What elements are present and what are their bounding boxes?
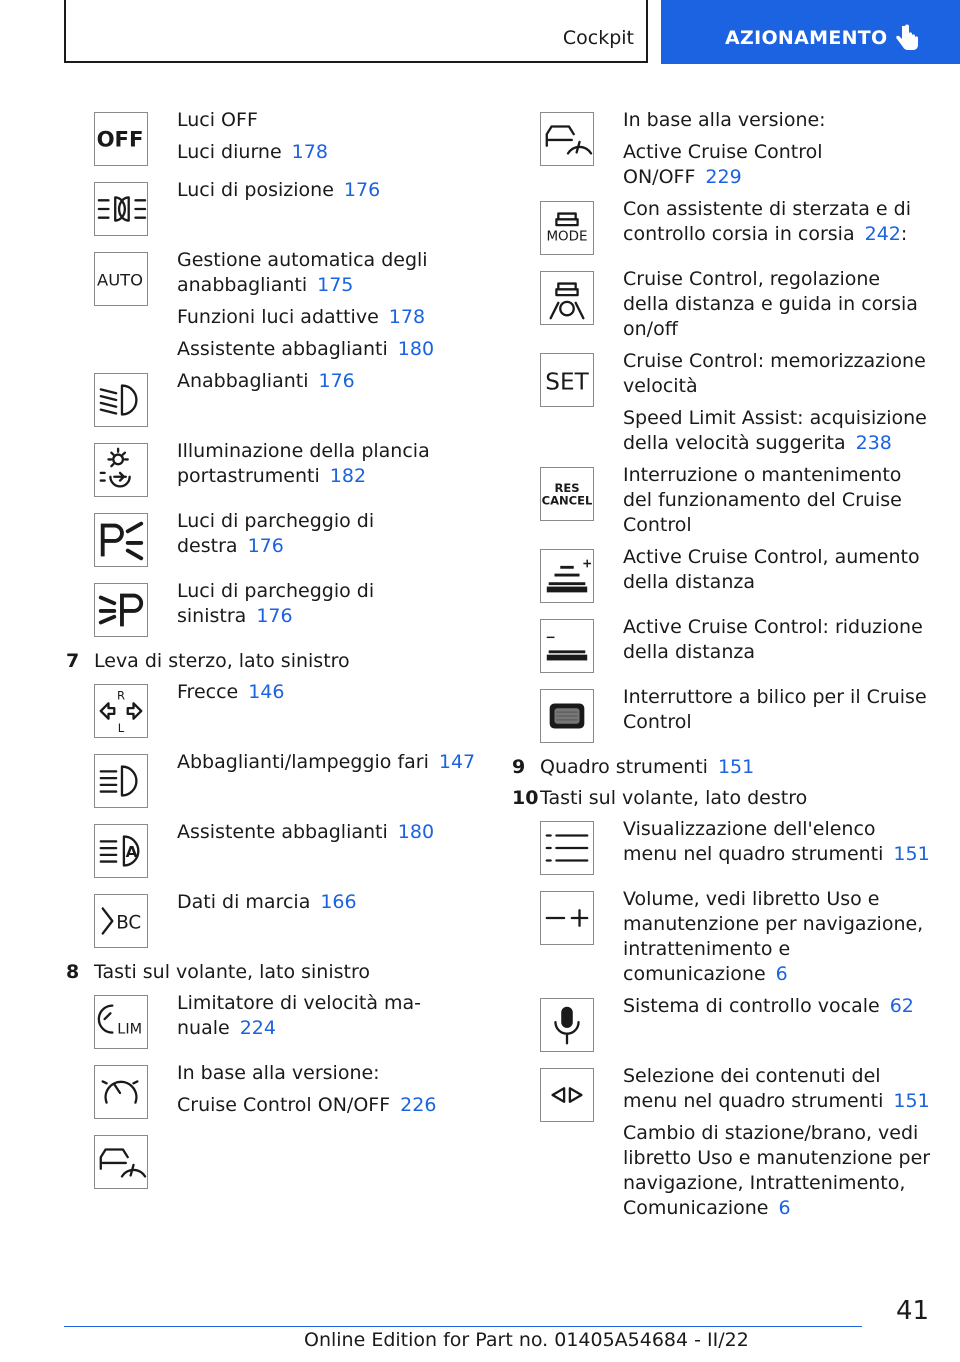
entry-text: [177, 820, 486, 845]
entry-gauge: [66, 1061, 486, 1131]
entry-highbeam: [66, 750, 486, 820]
header-section-box: [64, 0, 648, 63]
entry-acc: [512, 108, 932, 190]
right-column: [512, 108, 932, 1228]
entry-label: Active Cruise Control: riduzione della distanza: [623, 616, 923, 663]
item-number: 7: [66, 650, 80, 672]
entry-text: [623, 615, 932, 665]
page-ref-link[interactable]: 166: [320, 891, 357, 913]
rescancel-icon: [540, 467, 594, 521]
mic-icon: [540, 998, 594, 1052]
entry-suffix: :: [900, 223, 908, 245]
entry-text: [177, 890, 486, 915]
entry-label: Con assistente di sterzata e di controllo corsia in corsia: [623, 198, 911, 245]
entry-turn: [66, 680, 486, 750]
entry-park-right: [66, 509, 486, 579]
page-ref-link[interactable]: 62: [889, 995, 914, 1017]
page-ref-link[interactable]: 175: [317, 274, 354, 296]
entry-text: [177, 680, 486, 705]
page-ref-link[interactable]: 6: [778, 1197, 791, 1219]
page-ref-link[interactable]: 180: [397, 821, 435, 843]
entry-text: [177, 750, 486, 775]
svg-text:SET: SET: [545, 369, 589, 396]
entry-text: [623, 197, 932, 247]
item-9: [512, 755, 932, 780]
park-left-icon: [94, 583, 148, 637]
entry-arrows: [512, 1064, 932, 1221]
entry-label: Active Cruise Control, aumento della distanza: [623, 546, 920, 593]
page-ref-link[interactable]: 6: [775, 963, 788, 985]
item-number: 8: [66, 961, 80, 983]
entry-text: [623, 349, 932, 399]
footer-rule: [64, 1326, 862, 1327]
entry-label: Interruzione o mantenimento del funzionamento del Cruise Control: [623, 464, 902, 536]
entry-park-left: [66, 579, 486, 649]
page-ref-link[interactable]: 151: [717, 756, 755, 778]
entry-label: Cambio di stazione/brano, vedi libretto Uso e manutenzione per navigazione, Intrattenimento, Comunicazione: [623, 1122, 931, 1219]
dist-minus-icon: [540, 619, 594, 673]
header-chapter: AZIONAMENTO: [725, 27, 888, 49]
entry-text: [623, 1121, 932, 1221]
page-ref-link[interactable]: 176: [256, 605, 293, 627]
left-column: [66, 108, 486, 1201]
entry-rocker: [512, 685, 932, 755]
item-7: [66, 649, 486, 674]
item-title: Quadro strumenti: [540, 756, 708, 778]
arrows-icon: [540, 1068, 594, 1122]
item-10: [512, 786, 932, 811]
entry-label: Illuminazione della plancia portastrumenti: [177, 440, 430, 487]
page-ref-link[interactable]: 176: [343, 179, 381, 201]
entry-dist-minus: [512, 615, 932, 685]
svg-text:L: L: [117, 721, 125, 736]
rocker-icon: [540, 689, 594, 743]
entry-text: [623, 406, 932, 456]
lane-icon: [540, 271, 594, 325]
entry-lane: [512, 267, 932, 342]
lowbeam-icon: [94, 373, 148, 427]
entry-dist-plus: [512, 545, 932, 615]
header-section: Cockpit: [562, 27, 634, 49]
entry-label: Luci di parcheggio di sinistra: [177, 580, 375, 627]
item-number: 10: [512, 787, 539, 809]
entry-label: Assistente abbaglianti: [177, 821, 388, 843]
entry-text: [177, 178, 486, 203]
page-ref-link[interactable]: 238: [855, 432, 892, 454]
entry-label: Abbaglianti/lampeggio fari: [177, 751, 429, 773]
entry-label: Dati di marcia: [177, 891, 311, 913]
entry-label: Interruttore a bilico per il Cruise Control: [623, 686, 927, 733]
entry-text: [177, 509, 486, 559]
entry-label: Luci diurne: [177, 141, 282, 163]
entry-set: [512, 349, 932, 456]
svg-text:AUTO: AUTO: [97, 270, 144, 290]
svg-text:RES: RES: [554, 481, 580, 496]
page-ref-link[interactable]: 224: [239, 1017, 276, 1039]
entry-acc: [66, 1131, 486, 1201]
entry-label: Cruise Control: memorizzazione velocità: [623, 350, 926, 397]
page-ref-link[interactable]: 147: [438, 751, 476, 773]
page-ref-link[interactable]: 178: [291, 141, 328, 163]
entry-label: Visualizzazione dell'elenco menu nel quadro strumenti: [623, 818, 884, 865]
entry-text: [177, 1061, 486, 1086]
svg-text:LIM: LIM: [117, 1021, 143, 1038]
entry-off: [66, 108, 486, 178]
svg-text:BC: BC: [116, 912, 142, 934]
entry-label: Sistema di controllo vocale: [623, 995, 880, 1017]
entry-auto: [66, 248, 486, 362]
page-ref-link[interactable]: 176: [318, 370, 355, 392]
entry-text: [623, 463, 932, 538]
highbeam-icon: [94, 754, 148, 808]
entry-text: [177, 248, 486, 298]
entry-label: Assistente abbaglianti: [177, 338, 388, 360]
page-ref-link[interactable]: 178: [388, 306, 426, 328]
set-icon: [540, 353, 594, 407]
entry-text: [623, 685, 932, 735]
entry-text: [177, 991, 486, 1041]
svg-text:MODE: MODE: [546, 228, 588, 245]
entry-text: [177, 439, 486, 489]
entry-label: Funzioni luci adattive: [177, 306, 379, 328]
entry-text: [177, 1093, 486, 1118]
entry-label: Luci di parcheggio di destra: [177, 510, 375, 557]
dist-plus-icon: [540, 549, 594, 603]
entry-label: Frecce: [177, 681, 239, 703]
entry-text: [623, 140, 932, 190]
entry-rescancel: [512, 463, 932, 538]
item-number: 9: [512, 756, 526, 778]
entry-label: Limitatore di velocità manuale: [177, 992, 422, 1039]
entry-text: [177, 579, 486, 629]
entry-lowbeam: [66, 369, 486, 439]
entry-label: Luci OFF: [177, 109, 258, 131]
bc-icon: [94, 894, 148, 948]
acc-icon: [94, 1135, 148, 1189]
svg-text:A: A: [125, 842, 138, 861]
page-ref-link[interactable]: 176: [247, 535, 284, 557]
entry-text: [623, 887, 932, 987]
header-chapter-box: [661, 0, 960, 64]
highbeam-a-icon: [94, 824, 148, 878]
entry-position: [66, 178, 486, 248]
svg-text:CANCEL: CANCEL: [541, 493, 593, 508]
turn-icon: [94, 684, 148, 738]
entry-highbeam-a: [66, 820, 486, 890]
entry-text: [623, 994, 932, 1019]
item-title: Tasti sul volante, lato sinistro: [94, 961, 370, 983]
entry-label: Active Cruise Control ON/OFF: [623, 141, 823, 188]
page-ref-link[interactable]: 151: [893, 843, 930, 865]
off-icon: [94, 112, 148, 166]
entry-bc: [66, 890, 486, 960]
entry-text: [177, 140, 486, 165]
park-right-icon: [94, 513, 148, 567]
entry-text: [177, 337, 486, 362]
volume-icon: [540, 891, 594, 945]
dash-icon: [94, 443, 148, 497]
mode-icon: [540, 201, 594, 255]
page-number: 41: [896, 1296, 930, 1326]
footer-edition: Online Edition for Part no. 01405A54684 - II/22: [304, 1329, 749, 1351]
entry-mic: [512, 994, 932, 1064]
item-title: Tasti sul volante, lato destro: [540, 787, 808, 809]
item-8: [66, 960, 486, 985]
auto-icon: [94, 252, 148, 306]
page-ref-link[interactable]: 180: [397, 338, 435, 360]
entry-text: [623, 108, 932, 133]
entry-volume: [512, 887, 932, 987]
page-ref-link[interactable]: 242: [864, 223, 901, 245]
entry-label: Cruise Control, regolazione della distanza e guida in corsia on/off: [623, 268, 918, 340]
page-ref-link[interactable]: 229: [705, 166, 742, 188]
entry-mode: [512, 197, 932, 267]
item-title: Leva di sterzo, lato sinistro: [94, 650, 350, 672]
entry-menu: [512, 817, 932, 887]
entry-dash: [66, 439, 486, 509]
entry-label: Selezione dei contenuti del menu nel quadro strumenti: [623, 1065, 884, 1112]
svg-text:R: R: [116, 688, 126, 703]
entry-text: [177, 108, 486, 133]
entry-label: In base alla versione:: [623, 109, 826, 131]
entry-label: Speed Limit Assist: acquisizione della velocità suggerita: [623, 407, 927, 454]
page-ref-link[interactable]: 151: [893, 1090, 930, 1112]
page-ref-link[interactable]: 146: [248, 681, 285, 703]
entry-text: [623, 817, 932, 867]
page-ref-link[interactable]: 182: [329, 465, 367, 487]
menu-icon: [540, 821, 594, 875]
entry-label: Anabbaglianti: [177, 370, 309, 392]
entry-lim: [66, 991, 486, 1061]
page-ref-link[interactable]: 226: [400, 1094, 437, 1116]
acc-icon: [540, 112, 594, 166]
lim-icon: [94, 995, 148, 1049]
entry-label: In base alla versione:: [177, 1062, 380, 1084]
entry-label: Volume, vedi libretto Uso e manutenzione per navigazione, intrattenimento e comunicazione: [623, 888, 924, 985]
position-icon: [94, 182, 148, 236]
entry-text: [623, 1064, 932, 1114]
entry-text: [623, 267, 932, 342]
hand-pointer-icon: [895, 24, 921, 52]
svg-text:OFF: OFF: [96, 126, 144, 152]
entry-label: Gestione automatica degli anabbaglianti: [177, 249, 428, 296]
entry-text: [623, 545, 932, 595]
gauge-icon: [94, 1065, 148, 1119]
entry-text: [177, 305, 486, 330]
entry-label: Luci di posizione: [177, 179, 334, 201]
entry-text: [177, 369, 486, 394]
entry-label: Cruise Control ON/OFF: [177, 1094, 391, 1116]
